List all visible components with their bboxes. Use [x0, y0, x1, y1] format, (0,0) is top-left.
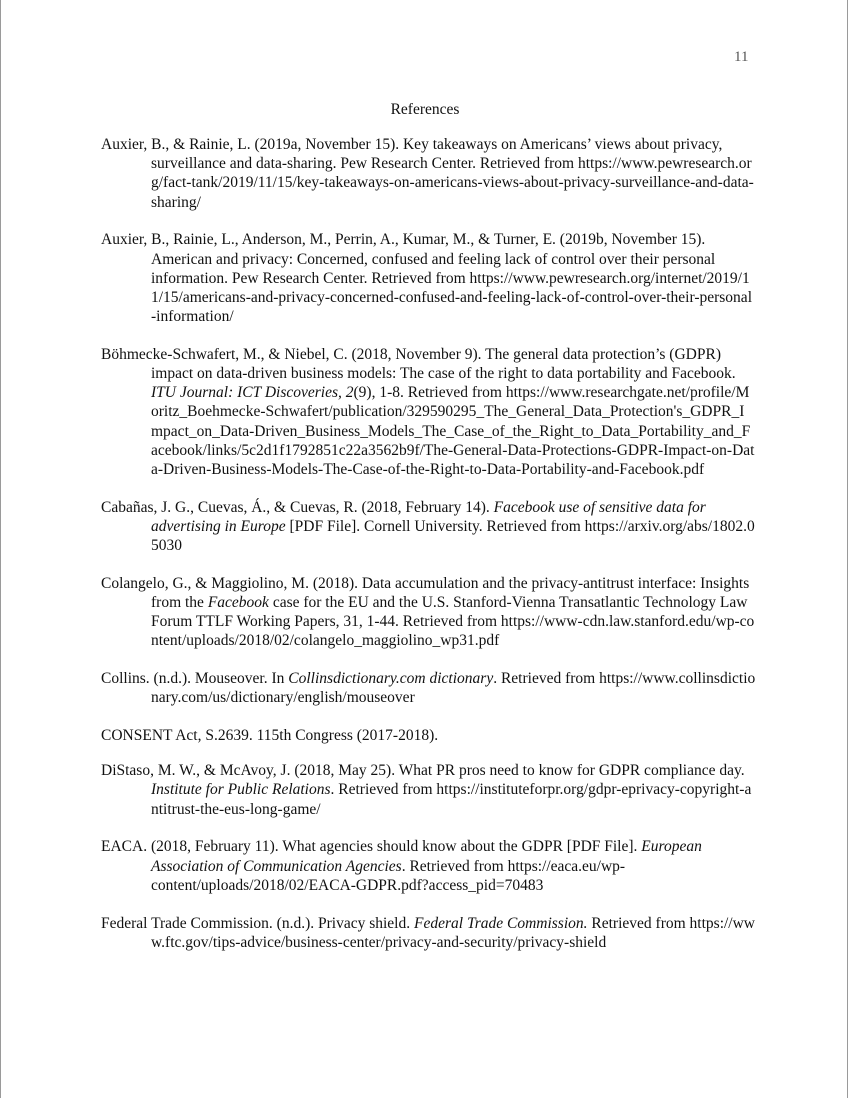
reference-text: (9), 1-8. Retrieved from	[353, 384, 506, 402]
reference-text: CONSENT Act, S.2639. 115th Congress (2017-2018).	[101, 727, 439, 745]
references-heading: References	[390, 101, 460, 118]
reference-text: . Retrieved from	[330, 781, 437, 799]
reference-url: https://instituteforpr.org/gdpr-eprivacy-copyright-antitrust-the-eus-long-game/	[151, 781, 752, 818]
reference-italic-text: Facebook	[207, 594, 269, 612]
reference-url: https://www.pewresearch.org/fact-tank/2019/11/15/key-takeaways-on-americans-views-about-privacy-surveillance-and-data-sharing/	[151, 155, 754, 211]
reference-entry	[101, 726, 756, 745]
reference-entry	[101, 345, 756, 479]
reference-italic-text: European Association of Communication Agencies	[151, 838, 702, 875]
reference-entry	[101, 230, 756, 326]
reference-text: Federal Trade Commission. (n.d.). Privacy shield.	[101, 914, 414, 932]
reference-entry	[101, 135, 756, 212]
reference-italic-text: Institute for Public Relations	[151, 781, 331, 799]
reference-url: https://www.pewresearch.org/internet/2019/11/15/americans-and-privacy-concerned-confused-and-feeling-lack-of-control-over-their-personal-information/	[151, 269, 752, 326]
reference-text: Auxier, B., Rainie, L., Anderson, M., Perrin, A., Kumar, M., & Turner, E. (2019b, November 15). American and privacy: Concerned, confused and feeling lack of control over their personal information. Pew Research Center. Retrieved from	[101, 231, 716, 287]
reference-entry	[101, 761, 756, 819]
reference-url: https://www.researchgate.net/profile/Moritz_Boehmecke-Schwafert/publication/329590295_The_General_Data_Protection's_GDPR_Impact_on_Data-Driven_Business_Models_The_Case_of_the_Right_to_Data_Portability_and_Facebook/links/5c2d1f1792851c22a3562b9f/The-General-Data-Protections-GDPR-Impact-on-Data-Driven-Business-Models-The-Case-of-the-Right-to-Data-Portability-and-Facebook.pdf	[151, 384, 755, 479]
reference-entry	[101, 669, 756, 707]
reference-text: [PDF File]. Cornell University. Retrieved from	[285, 517, 585, 535]
reference-italic-text: Collinsdictionary.com dictionary	[288, 670, 494, 688]
reference-italic-text: Facebook use of sensitive data for advertising in Europe	[151, 498, 706, 535]
reference-url: https://www.collinsdictionary.com/us/dictionary/english/mouseover	[151, 670, 756, 707]
reference-entry	[101, 914, 756, 952]
reference-url: https://www.ftc.gov/tips-advice/business-center/privacy-and-security/privacy-shield	[151, 914, 755, 951]
reference-entry	[101, 837, 756, 895]
reference-text: DiStaso, M. W., & McAvoy, J. (2018, May 25). What PR pros need to know for GDPR compliance day.	[101, 762, 745, 780]
reference-text: . Retrieved from https://eaca.eu/wp-content/uploads/2018/02/EACA-GDPR.pdf?access_pid=70483	[151, 857, 626, 894]
reference-url: https://www-cdn.law.stanford.edu/wp-content/uploads/2018/02/colangelo_maggiolino_wp31.pdf	[151, 613, 755, 650]
reference-text: Retrieved from	[587, 914, 690, 932]
reference-text: EACA. (2018, February 11). What agencies should know about the GDPR [PDF File].	[101, 838, 642, 856]
reference-text: Cabañas, J. G., Cuevas, Á., & Cuevas, R. (2018, February 14).	[101, 498, 494, 516]
reference-text: Collins. (n.d.). Mouseover. In	[101, 670, 289, 688]
page-number: 11	[734, 49, 749, 65]
reference-text: . Retrieved from	[493, 670, 600, 688]
reference-italic-text: ITU Journal: ICT Discoveries, 2	[151, 384, 354, 402]
references-list	[101, 135, 756, 970]
reference-url: https://arxiv.org/abs/1802.05030	[151, 517, 755, 555]
reference-text: Colangelo, G., & Maggiolino, M. (2018). Data accumulation and the privacy-antitrust interface: Insights from the	[101, 574, 750, 612]
reference-text: Böhmecke-Schwafert, M., & Niebel, C. (2018, November 9). The general data protection’s (GDPR) impact on data-driven business models: The case of the right to data portability and Facebook.	[101, 345, 736, 383]
reference-italic-text: Federal Trade Commission.	[414, 914, 588, 932]
reference-text: case for the EU and the U.S. Stanford-Vienna Transatlantic Technology Law Forum TTLF Working Papers, 31, 1-44. Retrieved from	[151, 594, 748, 631]
reference-entry	[101, 498, 756, 556]
reference-entry	[101, 574, 756, 651]
reference-text: Auxier, B., & Rainie, L. (2019a, November 15). Key takeaways on Americans’ views about privacy, surveillance and data-sharing. Pew Research Center. Retrieved from	[101, 136, 723, 173]
